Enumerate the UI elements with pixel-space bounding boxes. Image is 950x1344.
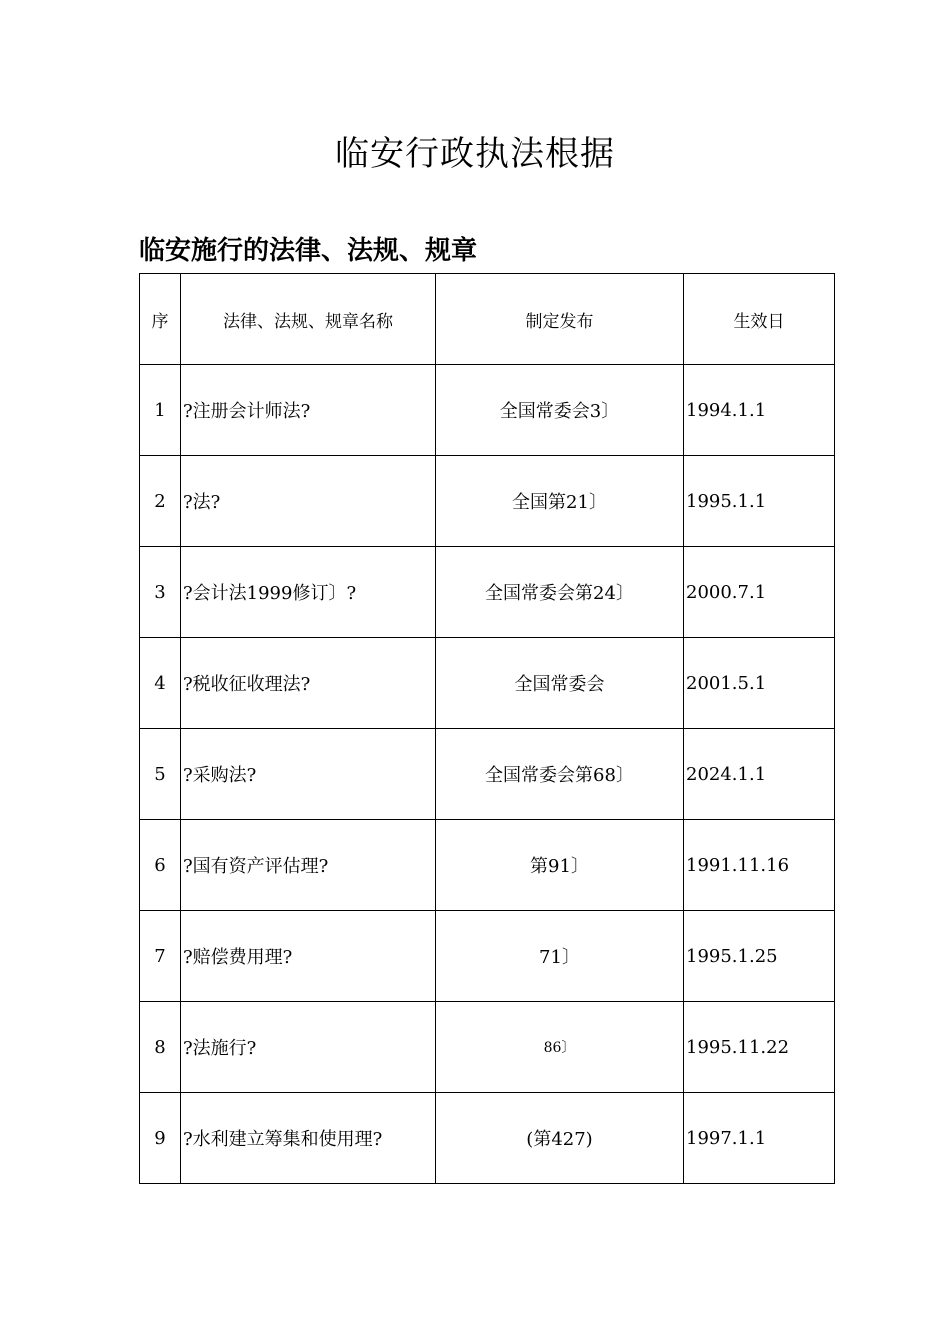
row-no: 5 — [140, 729, 181, 820]
row-effective-date: 2024.1.1 — [684, 729, 835, 820]
row-issuer: 第91〕 — [436, 820, 684, 911]
table-row — [140, 365, 835, 456]
table-row — [140, 1002, 835, 1093]
row-name: ?水利建立筹集和使用理? — [181, 1093, 436, 1184]
row-issuer: (第427) — [436, 1093, 684, 1184]
row-effective-date: 1995.11.22 — [684, 1002, 835, 1093]
row-no: 2 — [140, 456, 181, 547]
row-no: 7 — [140, 911, 181, 1002]
row-issuer: 全国常委会 — [436, 638, 684, 729]
row-issuer: 71〕 — [436, 911, 684, 1002]
row-name: ?注册会计师法? — [181, 365, 436, 456]
row-effective-date: 1997.1.1 — [684, 1093, 835, 1184]
row-no: 4 — [140, 638, 181, 729]
row-name: ?国有资产评估理? — [181, 820, 436, 911]
row-effective-date: 1991.11.16 — [684, 820, 835, 911]
table-row — [140, 1093, 835, 1184]
row-name: ?税收征收理法? — [181, 638, 436, 729]
header-no: 序 — [140, 274, 181, 365]
table-row — [140, 820, 835, 911]
laws-table — [139, 273, 835, 1184]
table-row — [140, 456, 835, 547]
row-effective-date: 1994.1.1 — [684, 365, 835, 456]
row-no: 6 — [140, 820, 181, 911]
row-no: 3 — [140, 547, 181, 638]
row-name: ?法? — [181, 456, 436, 547]
row-effective-date: 1995.1.1 — [684, 456, 835, 547]
row-no: 1 — [140, 365, 181, 456]
header-effective-date: 生效日 — [684, 274, 835, 365]
row-no: 9 — [140, 1093, 181, 1184]
row-name: ?采购法? — [181, 729, 436, 820]
row-name: ?赔偿费用理? — [181, 911, 436, 1002]
row-issuer: 86〕 — [436, 1002, 684, 1093]
row-issuer: 全国常委会第68〕 — [436, 729, 684, 820]
row-issuer: 全国常委会第24〕 — [436, 547, 684, 638]
table-row — [140, 729, 835, 820]
row-effective-date: 2000.7.1 — [684, 547, 835, 638]
table-row — [140, 638, 835, 729]
row-effective-date: 2001.5.1 — [684, 638, 835, 729]
row-name: ?法施行? — [181, 1002, 436, 1093]
table-row — [140, 911, 835, 1002]
row-issuer: 全国第21〕 — [436, 456, 684, 547]
row-name: ?会计法1999修订〕? — [181, 547, 436, 638]
page-title: 临安行政执法根据 — [335, 134, 615, 174]
header-issuer: 制定发布 — [436, 274, 684, 365]
header-name: 法律、法规、规章名称 — [181, 274, 436, 365]
section-title: 临安施行的法律、法规、规章 — [139, 236, 478, 266]
table-row — [140, 547, 835, 638]
row-issuer: 全国常委会3〕 — [436, 365, 684, 456]
row-no: 8 — [140, 1002, 181, 1093]
row-effective-date: 1995.1.25 — [684, 911, 835, 1002]
table-header-row — [140, 274, 835, 365]
